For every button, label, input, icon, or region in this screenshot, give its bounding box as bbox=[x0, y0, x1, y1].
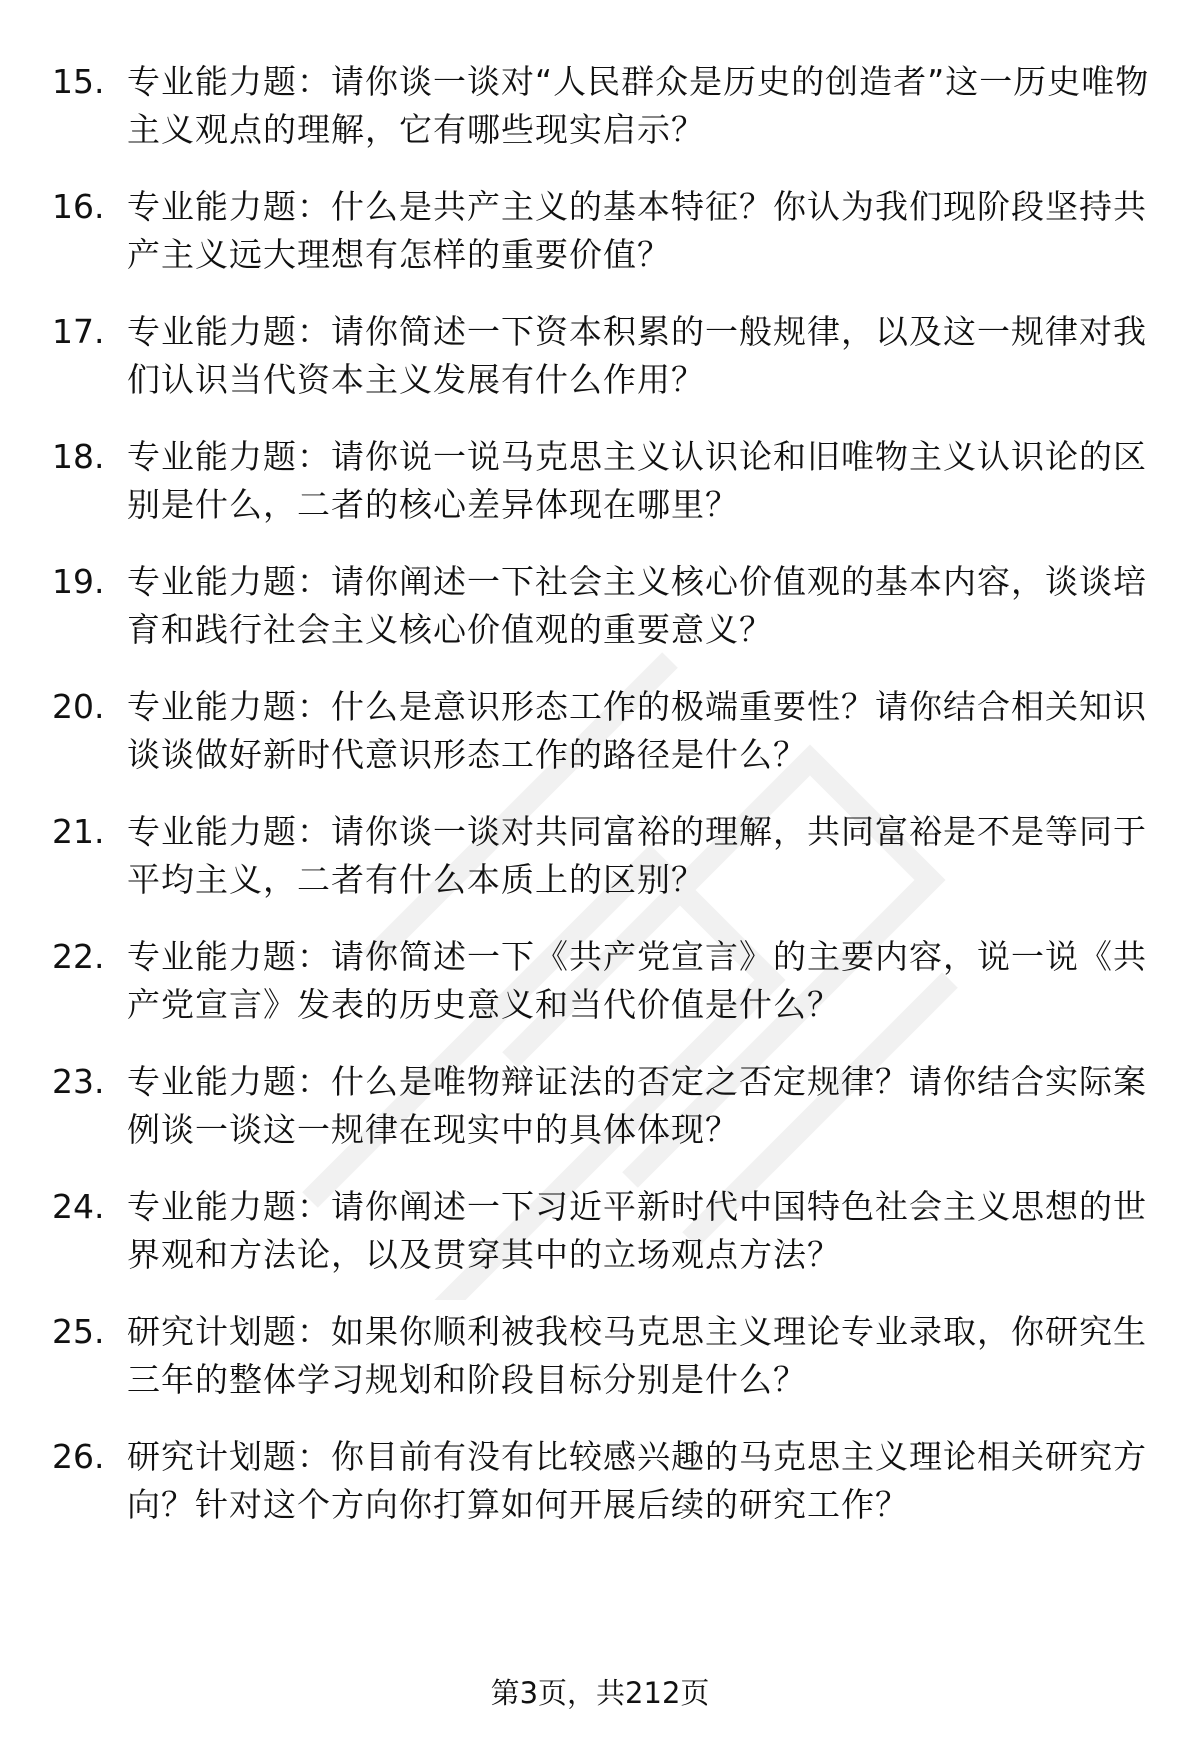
question-item bbox=[0, 683, 1200, 808]
question-item bbox=[0, 183, 1200, 308]
question-text: 专业能力题：请你简述一下《共产党宣言》的主要内容，说一说《共产党宣言》发表的历史意义和当代价值是什么？ bbox=[127, 937, 1147, 1024]
question-text: 专业能力题：什么是共产主义的基本特征？你认为我们现阶段坚持共产主义远大理想有怎样的重要价值？ bbox=[127, 187, 1147, 274]
question-text: 专业能力题：什么是唯物辩证法的否定之否定规律？请你结合实际案例谈一谈这一规律在现实中的具体体现？ bbox=[127, 1062, 1147, 1149]
question-number: 22. bbox=[52, 937, 105, 976]
question-item bbox=[0, 308, 1200, 433]
question-list bbox=[0, 58, 1200, 1558]
question-item bbox=[0, 808, 1200, 933]
question-text: 专业能力题：请你说一说马克思主义认识论和旧唯物主义认识论的区别是什么，二者的核心差异体现在哪里？ bbox=[127, 437, 1147, 524]
question-item bbox=[0, 933, 1200, 1058]
question-text: 专业能力题：请你简述一下资本积累的一般规律，以及这一规律对我们认识当代资本主义发展有什么作用？ bbox=[127, 312, 1147, 399]
question-item bbox=[0, 1058, 1200, 1183]
question-item bbox=[0, 1308, 1200, 1433]
question-number: 21. bbox=[52, 812, 105, 851]
question-text: 专业能力题：什么是意识形态工作的极端重要性？请你结合相关知识谈谈做好新时代意识形态工作的路径是什么？ bbox=[127, 687, 1147, 774]
question-text: 专业能力题：请你阐述一下习近平新时代中国特色社会主义思想的世界观和方法论，以及贯穿其中的立场观点方法？ bbox=[127, 1187, 1147, 1274]
question-item bbox=[0, 433, 1200, 558]
question-text: 研究计划题：你目前有没有比较感兴趣的马克思主义理论相关研究方向？针对这个方向你打算如何开展后续的研究工作？ bbox=[127, 1437, 1147, 1524]
question-text: 专业能力题：请你谈一谈对共同富裕的理解，共同富裕是不是等同于平均主义，二者有什么本质上的区别？ bbox=[127, 812, 1147, 899]
question-item bbox=[0, 1433, 1200, 1558]
question-item bbox=[0, 1183, 1200, 1308]
question-number: 25. bbox=[52, 1312, 105, 1351]
question-item bbox=[0, 58, 1200, 183]
question-number: 19. bbox=[52, 562, 105, 601]
question-item bbox=[0, 558, 1200, 683]
question-number: 17. bbox=[52, 312, 105, 351]
question-number: 26. bbox=[52, 1437, 105, 1476]
question-number: 16. bbox=[52, 187, 105, 226]
question-text: 专业能力题：请你阐述一下社会主义核心价值观的基本内容，谈谈培育和践行社会主义核心价值观的重要意义？ bbox=[127, 562, 1147, 649]
question-number: 20. bbox=[52, 687, 105, 726]
question-number: 24. bbox=[52, 1187, 105, 1226]
question-number: 15. bbox=[52, 62, 105, 101]
question-number: 18. bbox=[52, 437, 105, 476]
page-footer: 第3页，共212页 bbox=[490, 1676, 710, 1710]
question-number: 23. bbox=[52, 1062, 105, 1101]
question-text: 专业能力题：请你谈一谈对“人民群众是历史的创造者”这一历史唯物主义观点的理解，它有哪些现实启示？ bbox=[127, 62, 1150, 149]
question-text: 研究计划题：如果你顺利被我校马克思主义理论专业录取，你研究生三年的整体学习规划和阶段目标分别是什么？ bbox=[127, 1312, 1147, 1399]
